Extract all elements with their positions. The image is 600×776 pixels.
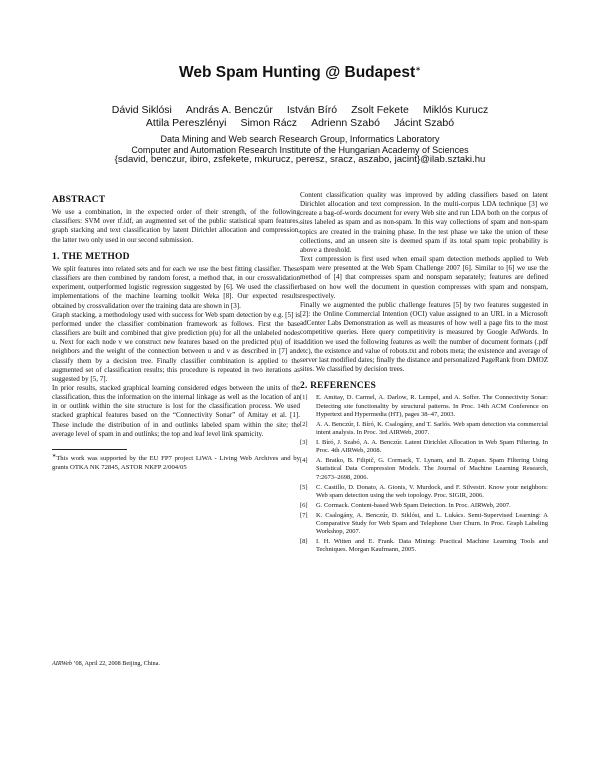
abstract-heading: ABSTRACT: [52, 195, 106, 205]
title-footnote-mark: ∗: [415, 65, 421, 73]
footnote-divider: [52, 449, 127, 450]
author-name: Dávid Siklósi: [111, 104, 172, 116]
affiliation-line: Data Mining and Web search Research Group, Informatics Laboratory: [160, 134, 440, 144]
right-column: [300, 191, 548, 556]
author-name: Adrienn Szabó: [311, 117, 380, 129]
footnote-text: This work was supported by the EU FP7 project LiWA - Living Web Archives and by grants OTKA NK 72845, ASTOR NKFP 2/004/05: [52, 455, 300, 471]
affiliation-line: Computer and Automation Research Institute of the Hungarian Academy of Sciences: [131, 144, 469, 155]
lda-paragraph: Content classification quality was improved by adding classifiers based on latent Dirichlet allocation and text compression. In the multi-corpus LDA technique [3] we create a bag-of-words document for every Web site and run LDA both on the corpus of sites labeled as spam and as non-spam. In this way collections of spam and non-spam topics are created in the training phase. In the test phase we take the union of these collections, and an unseen site is deemed spam if its total spam topic probability is above a threshold.: [300, 191, 548, 254]
method-paragraph-3: In prior results, stacked graphical learning considered edges between the units of the classification, thus the information on the internal linkage as well as the location of an in or outlink within the site structure is lost for the classification process. We used stacked graphical features based on the “Connectivity Sonar” of Amitay et al. [1]. These include the distribution of in and outlinks labeled spam within the site; the average level of spam in and outlinks; the top and leaf level link spamicity.: [52, 383, 300, 438]
author-block: [0, 104, 600, 130]
affiliation-block: [0, 134, 600, 166]
method-paragraph-1: We split features into related sets and for each we use the best fitting classifier. These classifiers are then combined by random forest, a method that, in our crossvalidation experiment, outperformed logistic regression suggested by [6]. We used the classifier implementations of the machine learning toolkit Weka [8]. Our expected results obtained by crossvalidation over the training data are shown in [3].: [52, 264, 300, 310]
abstract-text: We use a combination, in the expected order of their strength, of the following classifiers: SVM over tf.idf, an augmented set of the public statistical spam features, graph stacking and text classification by latent Dirichlet allocation and compression, the latter two only used in our second submission.: [52, 208, 300, 244]
author-name: István Bíró: [286, 104, 338, 116]
reference-item: [5] C. Castillo, D. Donato, A. Gionis, V. Murdock, and F. Silvestri. Know your neighbors: Web spam detection using the web topology. Proc. SIGIR, 2006.: [300, 483, 548, 499]
author-emails: {sdavid, benczur, ibiro, zsfekete, mkurucz, peresz, sracz, aszabo, jacint}@ilab.sztaki.hu: [114, 154, 486, 165]
method-paragraph-2: Graph stacking, a methodology used with success for Web spam detection by e.g. [5] is performed under the classifier combination framework as follows. First the base classifiers are built and combined that give prediction p(u) for all the unlabeled nodes u. Next for each node v we construct new features based on the predicted p(u) of its neighbors and the weight of the connection between u and v as described in [7] and classify them by a decision tree. Finally classifier combination is applied to the augmented set of classification results; this procedure is repeated in two iterations as suggested by [5, 7].: [52, 310, 300, 383]
conference-date-location: ’08, April 22, 2008 Beijing, China.: [71, 660, 160, 667]
reference-list: [300, 394, 548, 555]
author-name: Attila Pereszlényi: [145, 117, 227, 129]
author-name: András A. Benczúr: [185, 104, 273, 116]
reference-item: [7] K. Csalogány, A. Benczúr, D. Siklósi, and L. Lukács. Semi-Supervised Learning: A Comparative Study for Web Spam and Telephone User Churn. In Proc. Graph Labeling Workshop, 2007.: [300, 511, 548, 536]
reference-item: [1] E. Amitay, D. Carmel, A. Darlow, R. Lempel, and A. Soffer. The Connectivity Sonar: Detecting site functionality by structural patterns. In Proc. 14th ACM Conference on Hypertext and Hypermedia (HT), pages 38–47, 2003.: [300, 394, 548, 418]
references-heading: 2. REFERENCES: [300, 381, 376, 392]
compression-paragraph: Text compression is first used when email spam detection methods applied to Web spam were presented at the Web Spam Challenge 2007 [6]. Similar to [6] we use the method of [4] that compresses spam and nonspam separately; features are defined based on how well the document in question compresses with spam and nonspam, respectively.: [300, 255, 548, 300]
author-row: [0, 104, 600, 117]
left-column: [52, 196, 300, 472]
reference-item: [2] A. A. Benczúr, I. Bíró, K. Csalogány, and T. Sarlós. Web spam detection via commercial intent analysis. In Proc. 3rd AIRWeb, 2007.: [300, 420, 548, 437]
reference-item: [4] A. Bratko, B. Filipič, G. Cormack, T. Lynam, and B. Zupan. Spam Filtering Using Statistical Data Compression Models. The Journal of Machine Learning Research, 7:2673–2698, 2006.: [300, 457, 548, 481]
footnote-mark: ∗: [52, 453, 57, 459]
reference-item: [6] G. Cormack. Content-based Web Spam Detection. In Proc. AIRWeb, 2007.: [300, 501, 511, 509]
conference-info: [52, 660, 160, 668]
features-paragraph: Finally we augmented the public challenge features [5] by two features suggested in [2]: the Online Commercial Intention (OCI) value assigned to an URL in a Microsoft adCenter Labs Demonstration as well as measures of how well a page fits to the most competitive queries. Here query competitivity is measured by Google AdWords. In addition we used the following features as well: the number of document formats (.pdf etc), the existence and value of robots.txt and robots meta; the existence and average of server last modified dates; finally the distance and personalized PageRank from DMOZ sites. We classified by decision trees.: [300, 300, 548, 373]
paper-title: Web Spam Hunting @ Budapest∗: [178, 64, 421, 81]
funding-footnote: [52, 453, 300, 472]
reference-item: [3] I. Bíró, J. Szabó, A. A. Benczúr. Latent Dirichlet Allocation in Web Spam Filtering. In Proc. 4th AIRWeb, 2008.: [300, 438, 548, 455]
conference-venue: AIRWeb: [52, 660, 72, 667]
reference-item: [8] I. H. Witten and E. Frank. Data Mining: Practical Machine Learning Tools and Techniques. Morgan Kaufmann, 2005.: [300, 538, 548, 554]
author-name: Miklós Kurucz: [422, 104, 489, 116]
author-name: Jácint Szabó: [393, 117, 455, 129]
method-heading: 1. THE METHOD: [52, 251, 130, 262]
author-name: Zsolt Fekete: [351, 104, 409, 116]
author-name: Simon Rácz: [240, 117, 298, 129]
author-row: [0, 117, 600, 130]
